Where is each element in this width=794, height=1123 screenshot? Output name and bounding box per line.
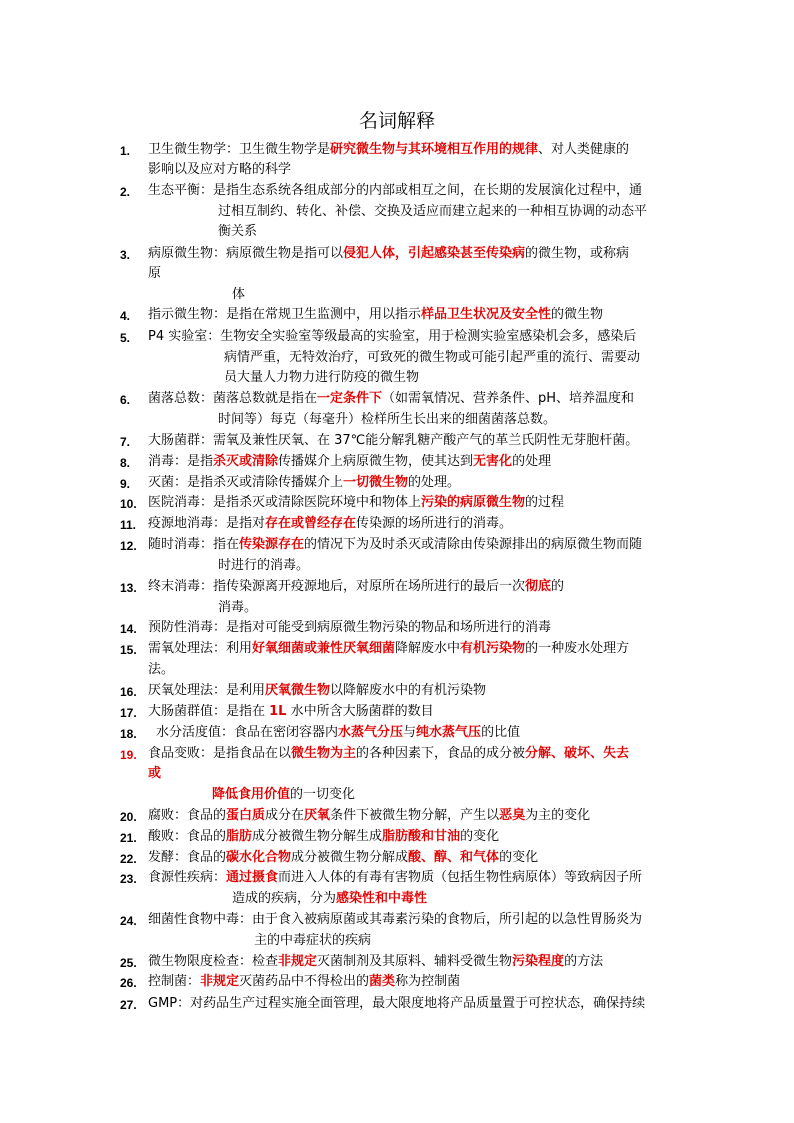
highlighted-text: 厌氧微生物 xyxy=(265,683,331,698)
highlighted-text: 厌氧 xyxy=(304,808,331,823)
entry-line xyxy=(148,181,642,201)
entry-line xyxy=(148,493,564,513)
entry-line xyxy=(148,972,460,992)
entry-text: 的各种因素下，食品的成分被 xyxy=(356,746,526,761)
entry-text: 成分被微生物分解生成 xyxy=(252,829,383,844)
entry-text: 法。 xyxy=(148,662,175,677)
highlighted-text: 无害化 xyxy=(473,454,513,469)
entry-number: 24. xyxy=(120,914,137,928)
entry-number: 25. xyxy=(120,956,137,970)
highlighted-text: 酸、醇、和气体 xyxy=(408,850,500,865)
entry-number: 13. xyxy=(120,581,137,595)
entry-line xyxy=(218,202,647,222)
entry-number: 11. xyxy=(120,518,137,532)
entry-line xyxy=(254,931,371,951)
entry-text: 水分活度值：食品在密闭容器内 xyxy=(156,725,339,740)
entry-line xyxy=(148,431,638,451)
entry-line xyxy=(232,889,427,909)
entry-text: 而进入人体的有毒有害物质（包括生物性病原体）等致病因子所 xyxy=(278,870,643,885)
highlighted-text: 降低食用价值 xyxy=(212,787,291,802)
entry-number: 1. xyxy=(120,144,131,158)
highlighted-text: 纯水蒸气压 xyxy=(416,725,482,740)
entry-line xyxy=(148,994,645,1014)
entry-line xyxy=(148,244,629,264)
entry-text: 医院消毒：是指杀灭或清除医院环境中和物体上 xyxy=(148,495,422,510)
highlighted-text: 脂肪酸和甘油 xyxy=(382,829,461,844)
highlighted-text: 或 xyxy=(148,766,162,781)
entry-text: 控制菌： xyxy=(148,974,201,989)
entry-line xyxy=(148,952,603,972)
entry-number: 15. xyxy=(120,643,137,657)
entry-text: P4 实验室：生物安全实验室等级最高的实验室，用于检测实验室感染机会多，感染后 xyxy=(148,329,637,344)
entry-text: 灭菌制剂及其原料、辅料受微生物 xyxy=(317,954,513,969)
entry-text: 传播媒介上病原微生物，使其达到 xyxy=(278,454,474,469)
entry-number: 14. xyxy=(120,622,137,636)
highlighted-text: 脂肪 xyxy=(226,829,253,844)
entry-text: 主的中毒症状的疾病 xyxy=(254,933,372,948)
entry-text: 影响以及应对方略的科学 xyxy=(148,162,292,177)
highlighted-text: 好氧细菌或兼性厌氧细菌 xyxy=(252,641,396,656)
entry-text: 发酵：食品的 xyxy=(148,850,227,865)
entry-text: 的一切变化 xyxy=(290,787,356,802)
entry-text: 需氧处理法：利用 xyxy=(148,641,253,656)
entry-text: （如需氧情况、营养条件、pH、培养温度和 xyxy=(382,391,635,406)
entry-line xyxy=(148,514,512,534)
entry-line xyxy=(148,702,434,722)
highlighted-text: 彻底 xyxy=(525,579,552,594)
entry-text: 指示微生物：是指在常规卫生监测中，用以指示 xyxy=(148,307,422,322)
highlighted-text: 一切微生物 xyxy=(343,475,409,490)
entry-text: 以降解废水中的有机污染物 xyxy=(330,683,487,698)
highlighted-text: 水蒸气分压 xyxy=(338,725,404,740)
entry-number: 21. xyxy=(120,831,137,845)
entry-text: 员大量人力物力进行防疫的微生物 xyxy=(224,370,420,385)
entry-line xyxy=(148,389,634,409)
entry-number: 19. xyxy=(120,748,137,762)
entry-number: 20. xyxy=(120,810,137,824)
entry-number: 18. xyxy=(120,727,137,741)
entry-text: 的变化 xyxy=(460,829,500,844)
entry-text: 为主的变化 xyxy=(525,808,591,823)
entry-text: 、对人类健康的 xyxy=(538,142,630,157)
entry-line xyxy=(148,764,161,784)
entry-text: 灭菌药品中不得检出的 xyxy=(239,974,370,989)
entry-number: 8. xyxy=(120,456,131,470)
entry-line xyxy=(148,618,551,638)
highlighted-text: 存在或曾经存在 xyxy=(265,516,357,531)
entry-text: 疫源地消毒：是指对 xyxy=(148,516,266,531)
highlighted-text: 污染的病原微生物 xyxy=(421,495,526,510)
highlighted-text: 蛋白质 xyxy=(226,808,266,823)
entry-text: 条件下被微生物分解，产生以 xyxy=(330,808,500,823)
entry-text: 卫生微生物学：卫生微生物学是 xyxy=(148,142,331,157)
entry-text: 生态平衡：是指生态系统各组成部分的内部或相互之间，在长期的发展演化过程中，通 xyxy=(148,183,643,198)
highlighted-text: 非规定 xyxy=(200,974,240,989)
entry-line xyxy=(224,368,419,388)
entry-number: 7. xyxy=(120,435,131,449)
highlighted-text: 微生物为主 xyxy=(291,746,357,761)
entry-number: 10. xyxy=(120,497,137,511)
entry-text: 灭菌：是指杀灭或清除传播媒介上 xyxy=(148,475,344,490)
entry-line xyxy=(148,264,161,284)
entry-text: 菌落总数：菌落总数就是指在 xyxy=(148,391,318,406)
entry-line xyxy=(148,660,174,680)
entry-text: 厌氧处理法：是利用 xyxy=(148,683,266,698)
highlighted-text: 碳水化合物 xyxy=(226,850,292,865)
entry-line xyxy=(156,723,520,743)
entry-line xyxy=(148,681,486,701)
entry-number: 16. xyxy=(120,685,137,699)
entry-text: GMP：对药品生产过程实施全面管理，最大限度地将产品质量置于可控状态，确保持续 xyxy=(148,996,646,1011)
entry-text: 的处理。 xyxy=(408,475,461,490)
entry-text: 食源性疾病： xyxy=(148,870,227,885)
entry-number: 26. xyxy=(120,976,137,990)
entry-text: 时进行的消毒。 xyxy=(218,558,310,573)
entry-text: 衡关系 xyxy=(218,224,258,239)
entry-text: 微生物限度检查：检查 xyxy=(148,954,279,969)
entry-line xyxy=(218,598,257,618)
highlighted-text: 传染源存在 xyxy=(239,537,305,552)
entry-text: 的过程 xyxy=(525,495,565,510)
entry-number: 17. xyxy=(120,706,137,720)
entry-text: 过相互制约、转化、补偿、交换及适应而建立起来的一种相互协调的动态平 xyxy=(218,204,648,219)
entry-line xyxy=(148,848,538,868)
entry-line xyxy=(148,452,551,472)
highlighted-text: 通过摄食 xyxy=(226,870,279,885)
entry-line xyxy=(148,806,590,826)
entry-text: 原 xyxy=(148,266,162,281)
entry-text: 的一种废水处理方 xyxy=(525,641,630,656)
entry-line xyxy=(232,285,245,305)
entry-line xyxy=(148,140,629,160)
entry-text: 成分在 xyxy=(265,808,305,823)
entry-text: 预防性消毒：是指对可能受到病原微生物污染的物品和场所进行的消毒 xyxy=(148,620,552,635)
entry-line xyxy=(218,222,257,242)
entry-line xyxy=(148,744,629,764)
entry-text: 的微生物 xyxy=(551,307,604,322)
highlighted-text: 恶臭 xyxy=(499,808,526,823)
highlighted-text: 污染程度 xyxy=(512,954,565,969)
highlighted-text: 感染性和中毒性 xyxy=(336,891,428,906)
highlighted-text: 分解、破坏、失去 xyxy=(525,746,630,761)
entry-number: 4. xyxy=(120,309,131,323)
entry-text: 的方法 xyxy=(564,954,604,969)
entry-line xyxy=(148,473,460,493)
entry-text: 消毒。 xyxy=(218,600,258,615)
entry-text: 降解废水中 xyxy=(395,641,461,656)
entry-line xyxy=(148,868,642,888)
entry-text: 随时消毒：指在 xyxy=(148,537,240,552)
entry-text: 成分被微生物分解成 xyxy=(291,850,409,865)
entry-number: 23. xyxy=(120,872,137,886)
entry-line xyxy=(148,577,564,597)
entry-line xyxy=(148,827,499,847)
highlighted-text: 非规定 xyxy=(278,954,318,969)
entry-text: 大肠菌群：需氧及兼性厌氧、在 37℃能分解乳糖产酸产气的革兰氏阴性无芽胞杆菌。 xyxy=(148,433,639,448)
highlighted-text: 有机污染物 xyxy=(460,641,526,656)
entry-text: 的 xyxy=(551,579,565,594)
entry-text: 称为控制菌 xyxy=(395,974,461,989)
highlighted-text: 侵犯人体，引起感染甚至传染病 xyxy=(343,246,526,261)
entry-line xyxy=(224,348,640,368)
entry-text: 细菌性食物中毒：由于食入被病原菌或其毒素污染的食物后，所引起的以急性胃肠炎为 xyxy=(148,912,643,927)
entry-text: 的微生物，或称病 xyxy=(525,246,630,261)
entry-text: 的变化 xyxy=(499,850,539,865)
entry-line xyxy=(148,327,636,347)
entry-text: 时间等）每克（每毫升）检样所生长出来的细菌菌落总数。 xyxy=(218,412,557,427)
entry-text: 酸败：食品的 xyxy=(148,829,227,844)
entry-text: 水中所含大肠菌群的数目 xyxy=(286,704,434,719)
highlighted-text: 研究微生物与其环境相互作用的规律 xyxy=(330,142,539,157)
entry-text: 造成的疾病，分为 xyxy=(232,891,337,906)
entry-number: 9. xyxy=(120,477,131,491)
entry-text: 体 xyxy=(232,287,246,302)
entry-number: 2. xyxy=(120,185,131,199)
highlighted-text: 杀灭或清除 xyxy=(213,454,279,469)
entry-line xyxy=(218,410,556,430)
entry-number: 22. xyxy=(120,852,137,866)
entry-text: 食品变败：是指食品在以 xyxy=(148,746,292,761)
entry-text: 的处理 xyxy=(512,454,552,469)
entry-text: 腐败：食品的 xyxy=(148,808,227,823)
highlighted-text: 样品卫生状况及安全性 xyxy=(421,307,552,322)
entry-number: 27. xyxy=(120,998,137,1012)
entry-line xyxy=(148,305,603,325)
page-title: 名词解释 xyxy=(358,110,435,132)
entry-text: 终末消毒：指传染源离开疫源地后，对原所在场所进行的最后一次 xyxy=(148,579,526,594)
entry-text: 大肠菌群值：是指在 xyxy=(148,704,270,719)
highlighted-text: 菌类 xyxy=(369,974,396,989)
entry-line xyxy=(212,785,355,805)
highlighted-text: 一定条件下 xyxy=(317,391,383,406)
entry-line xyxy=(148,910,642,930)
entry-text: 与 xyxy=(403,725,417,740)
entry-number: 3. xyxy=(120,248,131,262)
entry-number: 5. xyxy=(120,331,131,345)
entry-line xyxy=(148,639,629,659)
entry-text: 传染源的场所进行的消毒。 xyxy=(356,516,513,531)
highlighted-text: 1L xyxy=(269,704,287,719)
entry-text: 的比值 xyxy=(481,725,521,740)
entry-line xyxy=(148,535,642,555)
entry-text: 消毒：是指 xyxy=(148,454,214,469)
entry-text: 的情况下为及时杀灭或清除由传染源排出的病原微生物而随 xyxy=(304,537,643,552)
entry-number: 12. xyxy=(120,539,137,553)
entry-text: 病原微生物：病原微生物是指可以 xyxy=(148,246,344,261)
entry-line xyxy=(148,160,291,180)
entry-line xyxy=(218,556,309,576)
entry-number: 6. xyxy=(120,393,131,407)
entry-text: 病情严重，无特效治疗，可致死的微生物或可能引起严重的流行、需要动 xyxy=(224,350,641,365)
